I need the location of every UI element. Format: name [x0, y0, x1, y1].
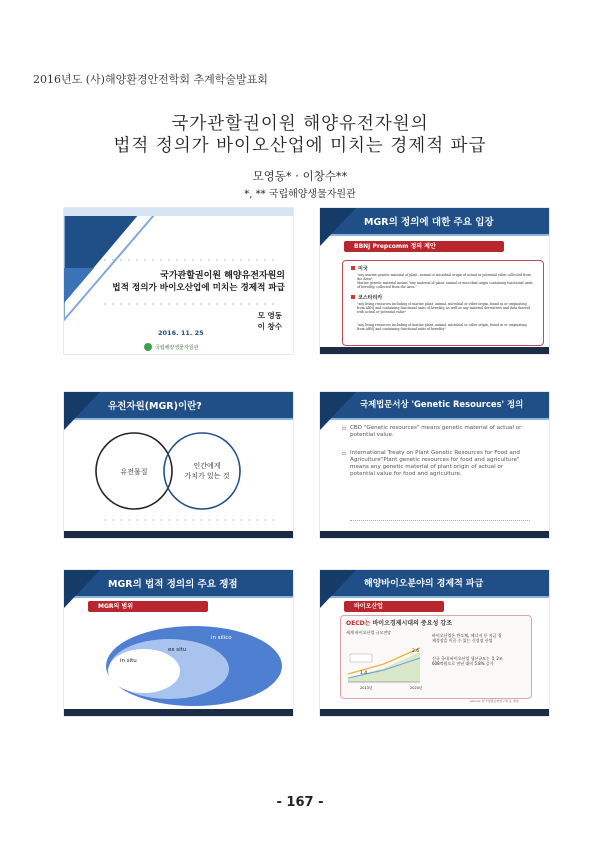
cr-text-2: "any living resources including of marine plant, animal, microbial or other origin, found in or originating from ABNJ and containing functional units of heredity" [357, 323, 527, 331]
side-text-1: 바이오산업은 반도체, 에너지 등 지금 경제성장을 이끌 수 있는 신성장 산업 [432, 633, 502, 643]
affiliation: *, ** 국립해양생물자원관 [244, 189, 356, 200]
slide-footer [320, 709, 549, 716]
paper-title-line2: 법적 정의가 바이오산업에 미치는 경제적 파급 [113, 136, 487, 156]
slide-title: 해양바이오분야의 경제적 파급 [364, 579, 484, 589]
venn-left-label: 유전물질 [120, 468, 148, 476]
slide-subtitle: 바이오산업 [344, 601, 444, 612]
box-title: OECD는 바이오경제시대의 중요성 강조 [346, 620, 453, 627]
slide-title-line2: 법적 정의가 바이오산업에 미치는 경제적 파급 [112, 283, 285, 293]
slide-footer [64, 709, 293, 716]
value-end: 2.6 [412, 649, 420, 654]
paper-title-line1: 국가관할권이원 해양유전자원의 [171, 114, 429, 134]
slide-title [64, 208, 293, 354]
ex-situ-label: ex situ [168, 647, 187, 653]
bullet-costa-rica: 코스타리카 [351, 294, 382, 301]
authors: 모영동* · 이창수** [252, 169, 348, 183]
chart-caption: 세계 바이오산업 규모전망 [346, 630, 392, 635]
slide-org: 국립해양생물자원관 [155, 345, 199, 351]
bullet-icon: ▫ [342, 425, 347, 432]
slide-title: MGR의 정의에 대한 주요 입장 [364, 217, 494, 228]
slide-footer [320, 347, 549, 354]
growth-chart [344, 634, 424, 686]
slide-title: 국제법문서상 'Genetic Resources' 정의 [360, 399, 524, 409]
slide-title-line1: 국가관할권이원 해양유전자원의 [160, 271, 285, 281]
us-text-1: "any marine genetic material of plant, animal or microbial origin of actual or potential value collected from the Area"; [357, 273, 531, 281]
bullet-us: 미국 [351, 265, 368, 272]
slide-subtitle: BBNJ Prepcomm 정의 제안 [344, 241, 504, 252]
slide-author2: 이 창수 [257, 322, 282, 331]
in-situ-label: in situ [120, 658, 137, 664]
slide-mgr-definition [64, 392, 293, 538]
side-text-2: 신규 국내 바이오산업 생산규모는 올 2조 608억원으로 전년 대비 5.8% 증가 [432, 656, 503, 666]
slide-legal-issues [64, 570, 293, 716]
slide-footer [320, 531, 549, 538]
value-start: 1.4 [360, 671, 368, 676]
source-note: source: 한국생명공학연구원 등 재정 [470, 699, 519, 703]
venn-right-label-1: 인간에게 [193, 462, 221, 470]
slide-mgr-positions [320, 208, 549, 354]
slide-title: MGR의 법적 정의의 주요 쟁점 [108, 579, 238, 590]
in-silico-label: in silico [211, 635, 232, 641]
slide-author1: 모 영동 [257, 311, 282, 320]
item-itpgrfa: International Treaty on Plant Genetic Resources for Food and Agriculture"Plant genetic resources for food and agriculture" means any genetic material of plant origin of actual or potential value for food and agriculture. [350, 450, 520, 477]
slide-subtitle: MGR의 범위 [88, 601, 208, 612]
item-cbd: CBD "Genetic resources" means genetic material of actual or potential value. [350, 425, 522, 438]
org-logo-icon [144, 343, 152, 351]
scope-diagram [64, 570, 293, 716]
content-box [342, 260, 544, 346]
us-text-2: Marine genetic material means "any material of plant, animal or microbial origin containing functional units of heredity, collected from the Area." [357, 281, 533, 289]
year-end: 2024년 [410, 686, 423, 690]
bullet-icon: ▫ [342, 450, 347, 457]
page-number: - 167 - [276, 795, 324, 810]
slide-economic-impact [320, 570, 549, 716]
year-start: 2013년 [360, 686, 373, 690]
cr-text-1: "any living resources including of marine plant, animal, microbial or other origin, found in or originating from ABNJ and containing functional units of heredity, as well as any material derivatives and data thereof with actual or potential value" [357, 302, 530, 314]
venn-right-label-2: 가치가 있는 것 [184, 472, 230, 480]
divider [350, 520, 530, 522]
slide-footer [64, 531, 293, 538]
slide-title: 유전자원(MGR)이란? [108, 401, 202, 412]
document-header: 2016년도 (사)해양환경안전학회 추계학술발표회 [33, 73, 268, 86]
slide-genetic-resources [320, 392, 549, 538]
slide-date: 2016. 11. 25 [158, 329, 204, 337]
